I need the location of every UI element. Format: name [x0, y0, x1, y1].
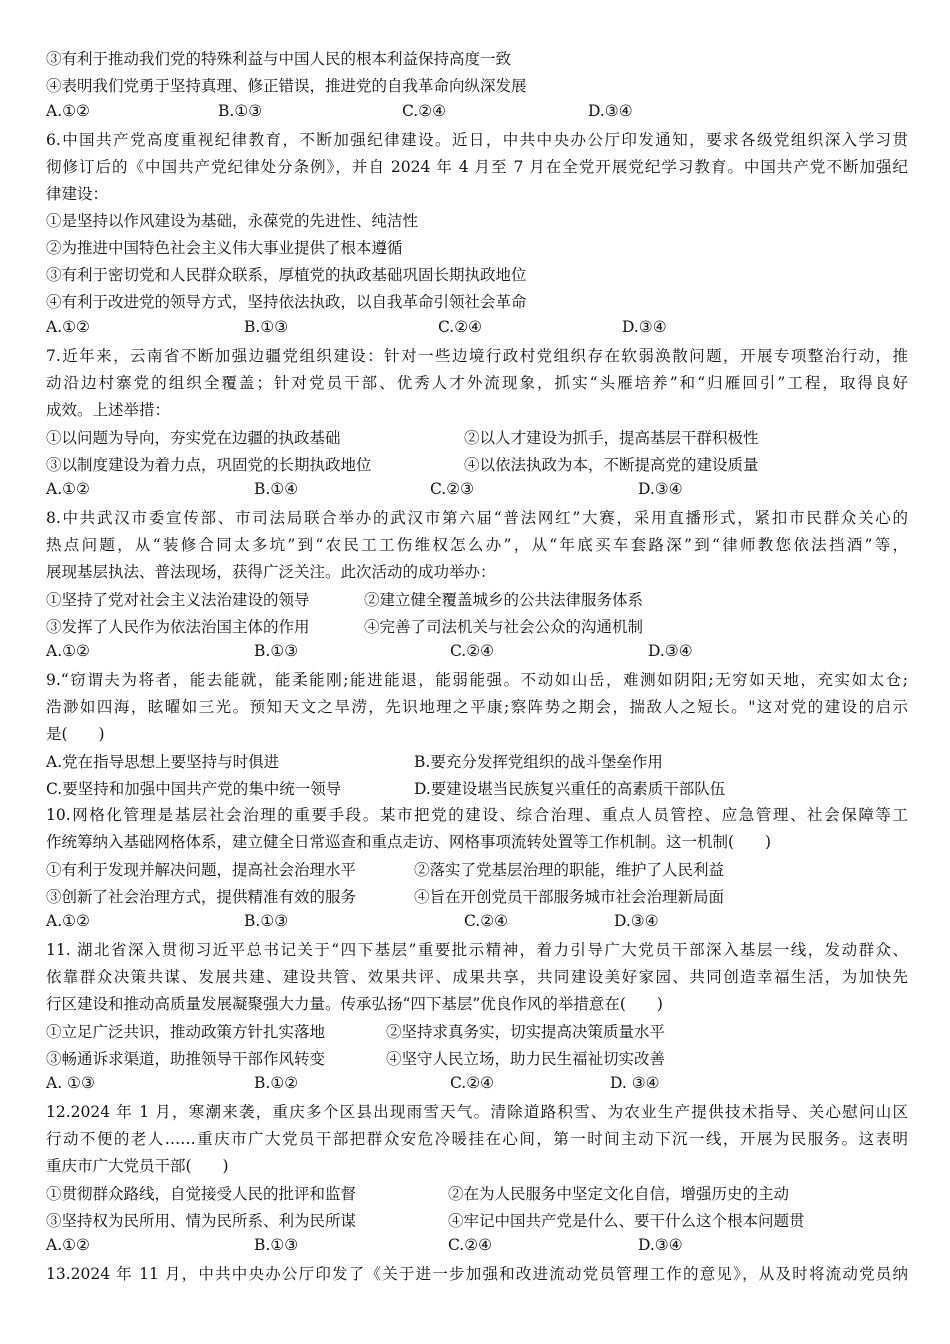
option-item: ①立足广泛共识，推动政策方针扎实落地 [46, 1023, 326, 1041]
option-item: ③创新了社会治理方式，提供精准有效的服务 [46, 888, 357, 906]
question-text: 11. 湖北省深入贯彻习近平总书记关于“四下基层”重要批示精神，着力引导广大党员干部深入基层一线，发动群众、 [46, 941, 908, 959]
choice: A.①② [46, 102, 90, 120]
choice: D. ③④ [610, 1074, 660, 1092]
choice: C.②④ [450, 642, 495, 660]
choice: B.要充分发挥党组织的战斗堡垒作用 [414, 753, 663, 771]
choice: B.①③ [244, 912, 289, 930]
choice: C.②④ [438, 318, 483, 336]
choice: A.①② [46, 318, 90, 336]
choice: B.①② [254, 1074, 299, 1092]
option-item: ②建立健全覆盖城乡的公共法律服务体系 [364, 591, 644, 609]
option-item: ②以人才建设为抓手，提高基层干群积极性 [464, 429, 759, 447]
option-item: ③畅通诉求渠道，助推领导干部作风转变 [46, 1050, 326, 1068]
option-item: ④完善了司法机关与社会公众的沟通机制 [364, 618, 644, 636]
choice: B.①③ [244, 318, 289, 336]
question-text: 依靠群众决策共谋、发展共建、建设共管、效果共评、成果共享，共同建设美好家园、共同创造幸福生活，为加快先 [46, 968, 908, 986]
choice: D.③④ [638, 480, 683, 498]
choice: D.③④ [638, 1236, 683, 1254]
option-item: ①坚持了党对社会主义法治建设的领导 [46, 591, 310, 609]
option-item: ③发挥了人民作为依法治国主体的作用 [46, 618, 310, 636]
option-item: ②落实了党基层治理的职能，维护了人民利益 [414, 861, 725, 879]
question-text: 10.网格化管理是基层社会治理的重要手段。某市把党的建设、综合治理、重点人员管控、应急管理、社会保障等工 [46, 806, 908, 824]
choice: D.要建设堪当民族复兴重任的高素质干部队伍 [414, 780, 726, 798]
option-item: ④以依法执政为本，不断提高党的建设质量 [464, 456, 759, 474]
option-line: ④有利于改进党的领导方式，坚持依法执政，以自我革命引领社会革命 [46, 293, 527, 311]
choice: B.①④ [254, 480, 299, 498]
question-text: 动沿边村寨党的组织全覆盖；针对党员干部、优秀人才外流现象，抓实“头雁培养”和“归雁回引”工程，取得良好 [46, 374, 908, 392]
choice: B.①③ [218, 102, 263, 120]
option-item: ④旨在开创党员干部服务城市社会治理新局面 [414, 888, 725, 906]
question-text: 展现基层执法、普法现场，获得广泛关注。此次活动的成功举办： [46, 563, 496, 581]
choice: D.③④ [622, 318, 667, 336]
choice: D.③④ [648, 642, 693, 660]
choice: A. ①③ [46, 1074, 95, 1092]
question-text: 13.2024 年 11 月，中共中央办公厅印发了《关于进一步加强和改进流动党员管理工作的意见》，从及时将流动党员纳 [46, 1265, 908, 1283]
choice: A.党在指导思想上要坚持与时俱进 [46, 753, 280, 771]
option-item: ②在为人民服务中坚定文化自信，增强历史的主动 [448, 1185, 790, 1203]
option-line: ②为推进中国特色社会主义伟大事业提供了根本遵循 [46, 239, 403, 257]
choice: C.②④ [450, 1074, 495, 1092]
question-text: 重庆市广大党员干部( ) [46, 1157, 229, 1175]
question-text: 成效。上述举措： [46, 401, 171, 419]
question-text: 浩渺如四海，眩曜如三光。预知天文之旱涝，先识地理之平康;察阵势之期会，揣敌人之短长。"这对党的建设的启示 [46, 698, 908, 716]
choice: C.②④ [448, 1236, 493, 1254]
choice: C.②④ [464, 912, 509, 930]
question-text: 彻修订后的《中国共产党纪律处分条例》，并自 2024 年 4 月至 7 月在全党开展党纪学习教育。中国共产党不断加强纪 [46, 158, 908, 176]
question-text: 9.“窃谓夫为将者，能去能就，能柔能刚;能进能退，能弱能强。不动如山岳，难测如阴阳;无穷如天地，充实如太仓; [46, 671, 908, 689]
question-text: 律建设： [46, 185, 109, 203]
question-text: 作统筹纳入基础网格体系，建立健全日常巡查和重点走访、网格事项流转处置等工作机制。这一机制( ) [46, 833, 772, 851]
question-text: 行动不便的老人……重庆市广大党员干部把群众安危冷暖挂在心间，第一时间主动下沉一线，开展为民服务。这表明 [46, 1130, 908, 1148]
option-line: ③有利于推动我们党的特殊利益与中国人民的根本利益保持高度一致 [46, 50, 512, 68]
question-text: 6.中国共产党高度重视纪律教育，不断加强纪律建设。近日，中共中央办公厅印发通知，要求各级党组织深入学习贯 [46, 131, 908, 149]
option-line: ④表明我们党勇于坚持真理、修正错误，推进党的自我革命向纵深发展 [46, 77, 527, 95]
choice: A.①② [46, 912, 90, 930]
choice: A.①② [46, 480, 90, 498]
choice: B.①③ [254, 642, 299, 660]
option-item: ①贯彻群众路线，自觉接受人民的批评和监督 [46, 1185, 357, 1203]
option-item: ③以制度建设为着力点，巩固党的长期执政地位 [46, 456, 372, 474]
option-line: ③有利于密切党和人民群众联系，厚植党的执政基础巩固长期执政地位 [46, 266, 527, 284]
option-item: ④坚守人民立场，助力民生福祉切实改善 [386, 1050, 666, 1068]
choice: D.③④ [614, 912, 659, 930]
question-text: 行区建设和推动高质量发展凝聚强大力量。传承弘扬“四下基层”优良作风的举措意在( ) [46, 995, 663, 1013]
choice: A.①② [46, 642, 90, 660]
question-text: 是( ) [46, 725, 105, 743]
option-item: ②坚持求真务实，切实提高决策质量水平 [386, 1023, 666, 1041]
choice: B.①③ [254, 1236, 299, 1254]
choice: C.②③ [430, 480, 475, 498]
question-text: 12.2024 年 1 月，寒潮来袭，重庆多个区县出现雨雪天气。清除道路积雪、为农业生产提供技术指导、关心慰问山区 [46, 1103, 908, 1121]
choice: C.②④ [402, 102, 447, 120]
option-item: ④牢记中国共产党是什么、要干什么这个根本问题贯 [448, 1212, 805, 1230]
choice: A.①② [46, 1236, 90, 1254]
choice: D.③④ [588, 102, 633, 120]
option-item: ①以问题为导向，夯实党在边疆的执政基础 [46, 429, 341, 447]
question-text: 热点问题，从“装修合同太多坑”到“农民工工伤维权怎么办”，从“年底买车套路深”到“律师教您依法挡酒”等， [46, 536, 908, 554]
choice: C.要坚持和加强中国共产党的集中统一领导 [46, 780, 342, 798]
option-item: ③坚持权为民所用、情为民所系、利为民所谋 [46, 1212, 357, 1230]
option-line: ①是坚持以作风建设为基础，永葆党的先进性、纯洁性 [46, 212, 419, 230]
option-item: ①有利于发现并解决问题，提高社会治理水平 [46, 861, 357, 879]
question-text: 7.近年来，云南省不断加强边疆党组织建设：针对一些边境行政村党组织存在软弱涣散问题，开展专项整治行动，推 [46, 347, 908, 365]
question-text: 8.中共武汉市委宣传部、市司法局联合举办的武汉市第六届“普法网红”大赛，采用直播形式，紧扣市民群众关心的 [46, 509, 908, 527]
